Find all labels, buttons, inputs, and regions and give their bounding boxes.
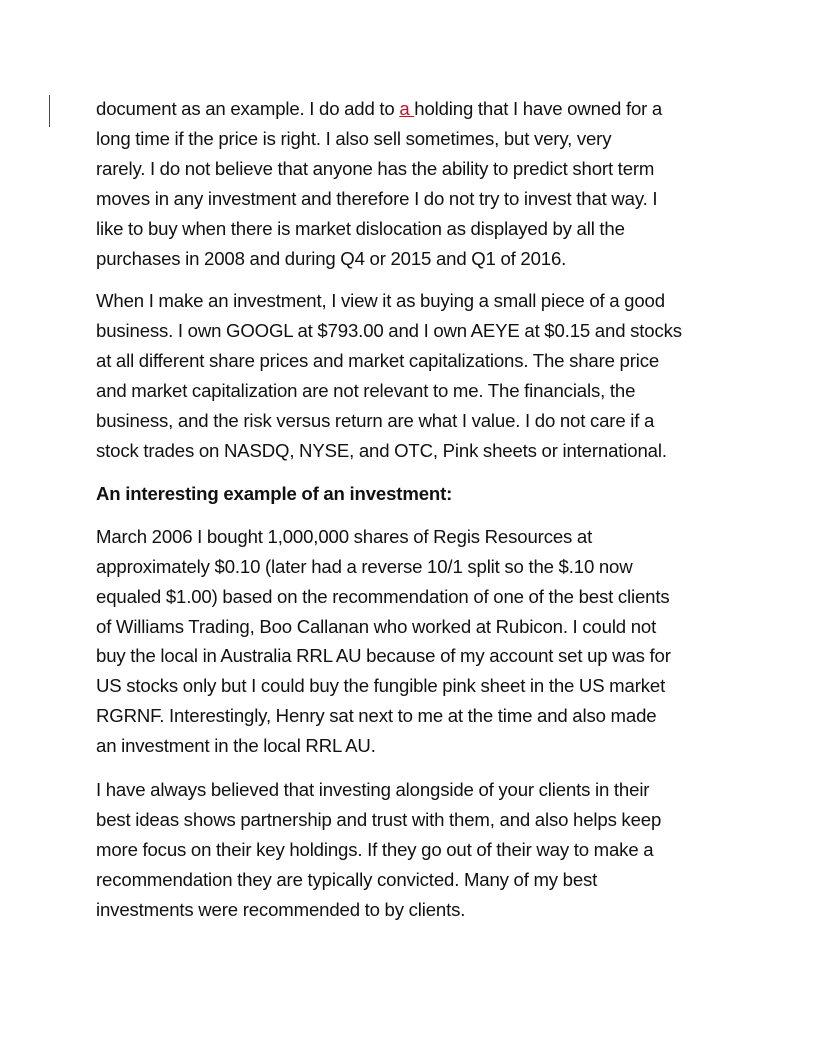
- revision-change-bar: [49, 95, 50, 127]
- paragraph-text: holding that I have owned for a long time if the price is right. I also sell sometimes, but very, very rarely. I do not believe that anyone has the ability to predict short term moves in any investment and therefore I do not try to invest that way. I like to buy when there is market dislocation as displayed by all the purchases in 2008 and during Q4 or 2015 and Q1 of 2016.: [96, 98, 663, 269]
- paragraph-holding-strategy: [96, 94, 728, 273]
- tracked-insertion: a: [399, 98, 415, 119]
- paragraph-client-partnership: I have always believed that investing alongside of your clients in their best ideas shows partnership and trust with them, and also helps keep more focus on their key holdings. If they go out of their way to make a recommendation they are typically convicted. Many of my best investments were recommended to by clients.: [96, 779, 662, 920]
- document-page: [96, 94, 728, 925]
- paragraph-regis-example: March 2006 I bought 1,000,000 shares of Regis Resources at approximately $0.10 (later had a reverse 10/1 split so the $.10 now equaled $1.00) based on the recommendation of one of the best clients of Williams Trading, Boo Callanan who worked at Rubicon. I could not buy the local in Australia RRL AU because of my account set up was for US stocks only but I could buy the fungible pink sheet in the US market RGRNF. Interestingly, Henry sat next to me at the time and also made an investment in the local RRL AU.: [96, 525, 671, 757]
- paragraph-text: document as an example. I do add to: [96, 98, 400, 119]
- paragraph-investment-view: When I make an investment, I view it as buying a small piece of a good business. I own GOOGL at $793.00 and I own AEYE at $0.15 and stocks at all different share prices and market capitalizations. The share price and market capitalization are not relevant to me. The financials, the business, and the risk versus return are what I value. I do not care if a stock trades on NASDQ, NYSE, and OTC, Pink sheets or international.: [96, 290, 682, 461]
- section-heading: An interesting example of an investment:: [96, 482, 453, 504]
